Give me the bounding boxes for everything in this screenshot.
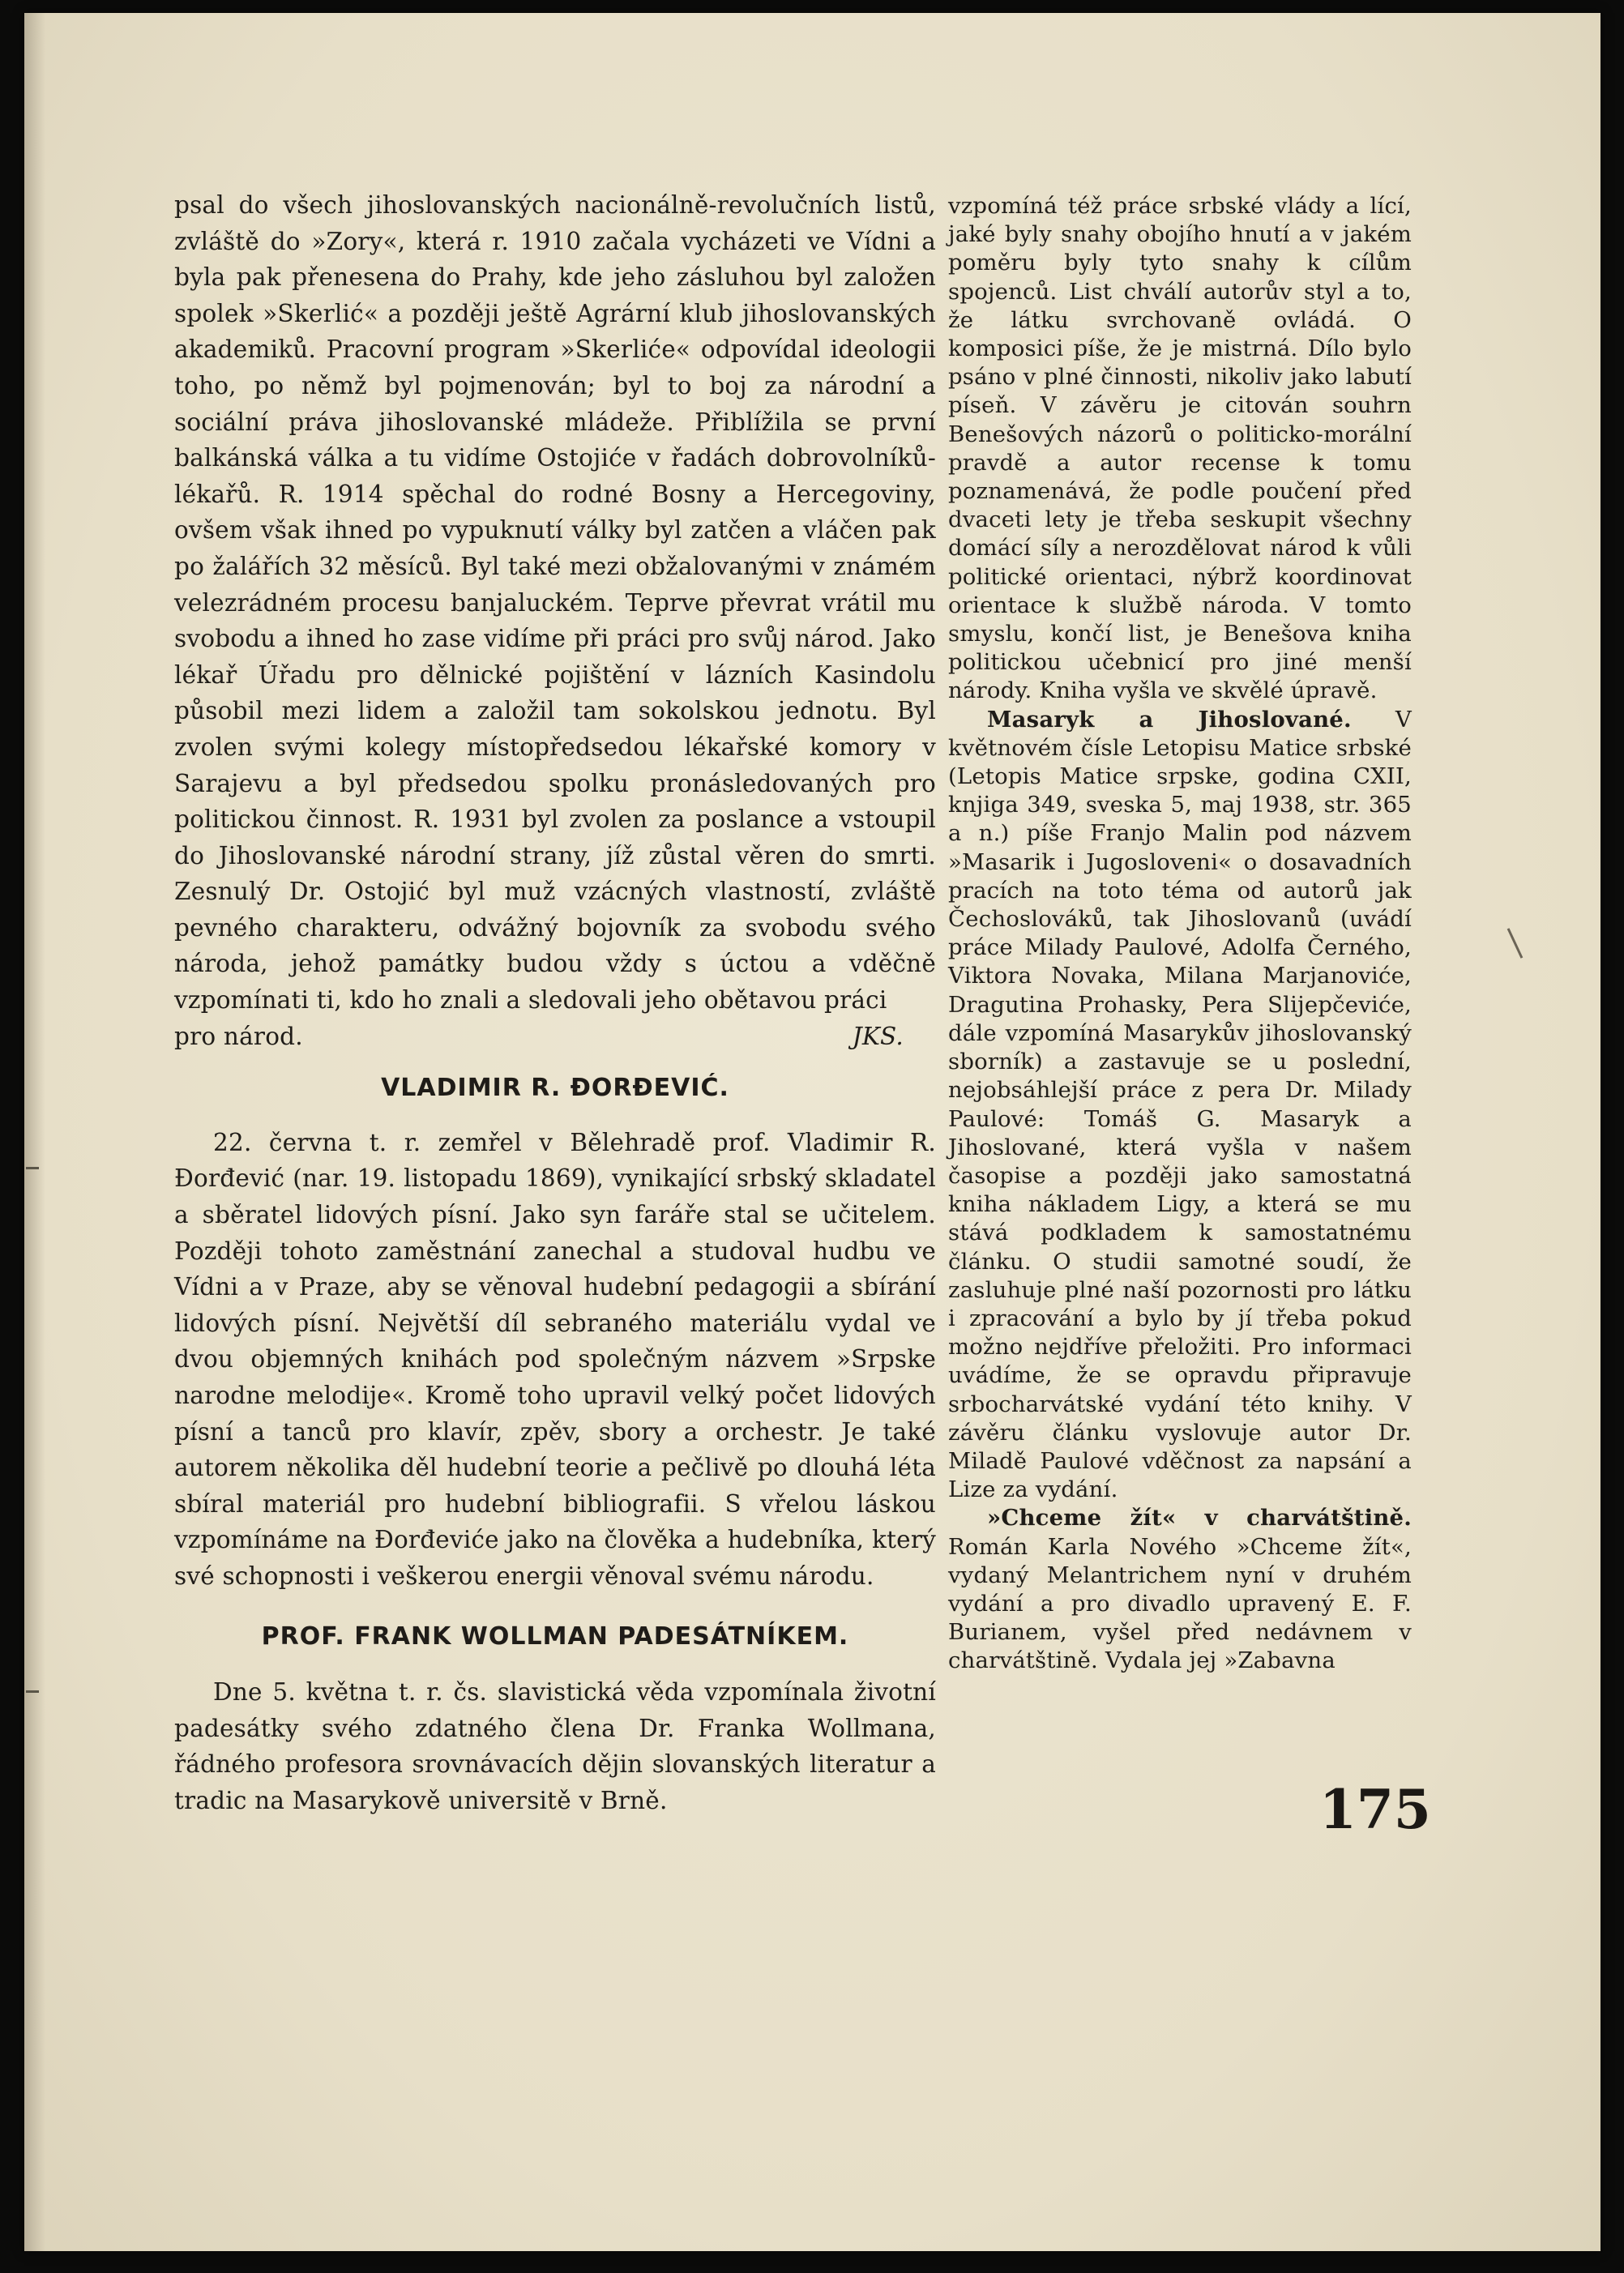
review-continuation-text: vzpomíná též práce srbské vlády a lící, jaké byly snahy obojího hnutí a v jakém poměru byly tyto snahy k cílům spojenců. List chválí autorův styl a to, že látku svrchovaně ovládá. O komposici píše, že je mistrná. Dílo bylo psáno v plné činnosti, nikoliv jako labutí píseň. V závěru je citován souhrn Benešových názorů o politicko-morální pravdě a autor recense k tomu poznamenává, že podle poučení před dvaceti lety je třeba seskupit všechny domácí síly a nerozdělovat národ k vůli politické orientaci, nýbrž koordinovat orientace k službě národa. V tomto smyslu, končí list, je Benešova kniha politickou učebnicí pro jiné menší národy. Kniha vyšla ve skvělé úpravě. — [948, 193, 1412, 704]
chceme-zit-title: »Chceme žít« v charvátštině. — [987, 1505, 1412, 1532]
obituary-closing-text: pro národ. — [174, 1022, 303, 1050]
left-column — [174, 187, 936, 1819]
stray-ink-mark — [1507, 928, 1524, 959]
crop-mark — [26, 1690, 39, 1693]
masaryk-article-paragraph — [948, 706, 1412, 1505]
wollman-anniversary-text: Dne 5. května t. r. čs. slavistická věda vzpomínala životní padesátky svého zdatného člena Dr. Franka Wollmana, řádného profesora srovnávacích dějin slovanských literatur a tradic na Masarykově universitě v Brně. — [174, 1678, 936, 1814]
right-column — [948, 192, 1412, 1676]
crop-mark — [26, 1167, 39, 1169]
book-page — [24, 13, 1600, 2251]
obituary-closing-line — [174, 1019, 936, 1055]
section-heading-wollman: PROF. FRANK WOLLMAN PADESÁTNÍKEM. — [261, 1621, 849, 1651]
page-gutter-shadow — [24, 13, 45, 2251]
obituary-ostojic-text: psal do všech jihoslovanských nacionálně-revolučních listů, zvláště do »Zory«, která r. 1910 začala vycházeti ve Vídni a byla pak přenesena do Prahy, kde jeho zásluhou byl založen spolek »Skerlić« a později ještě Agrární klub jihoslovanských akademiků. Pracovní program »Skerliće« odpovídal ideologii toho, po němž byl pojmenován; byl to boj za národní a sociální práva jihoslovanské mládeže. Přiblížila se první balkánská válka a tu vidíme Ostojiće v řadách dobrovolníků-lékařů. R. 1914 spěchal do rodné Bosny a Hercegoviny, ovšem však ihned po vypuknutí války byl zatčen a vláčen pak po žalářích 32 měsíců. Byl také mezi obžalovanými v známém velezrádném procesu banjaluckém. Teprve převrat vrátil mu svobodu a ihned ho zase vidíme při práci pro svůj národ. Jako lékař Úřadu pro dělnické pojištění v lázních Kasindolu působil mezi lidem a založil tam sokolskou jednotu. Byl zvolen svými kolegy místopředsedou lékařské komory v Sarajevu a byl předsedou spolku pronásledovaných pro politickou činnost. R. 1931 byl zvolen za poslance a vstoupil do Jihoslovanské národní strany, jíž zůstal věren do smrti. Zesnulý Dr. Ostojić byl muž vzácných vlastností, zvláště pevného charakteru, odvážný bojovník za svobodu svého národa, jehož památky budou vždy s úctou a vděčně vzpomínati ti, kdo ho znali a sledovali jeho obětavou práci — [174, 191, 936, 1015]
author-signature: JKS. — [852, 1022, 904, 1050]
chceme-zit-paragraph — [948, 1504, 1412, 1675]
chceme-zit-body: Román Karla Nového »Chceme žít«, vydaný Melantrichem nyní v druhém vydání a pro divadlo upravený E. F. Burianem, vyšel před nedávnem v charvátštině. Vydala jej »Zabavna — [948, 1533, 1412, 1674]
obituary-dordevic-text: 22. června t. r. zemřel v Bělehradě prof. Vladimir R. Đorđević (nar. 19. listopadu 1869), vynikající srbský skladatel a sběratel lidových písní. Jako syn faráře stal se učitelem. Později tohoto zaměstnání zanechal a studoval hudbu ve Vídni a v Praze, aby se věnoval hudební pedagogii a sbírání lidových písní. Největší díl sebraného materiálu vydal ve dvou objemných knihách pod společným názvem »Srpske narodne melodije«. Kromě toho upravil velký počet lidových písní a tanců pro klavír, zpěv, sbory a orchestr. Je také autorem několika děl hudební teorie a pečlivě po dlouhá léta sbíral materiál pro hudební bibliografii. S vřelou láskou vzpomínáme na Đorđeviće jako na člověka a hudebníka, který své schopnosti i veškerou energii věnoval svému národu. — [174, 1128, 936, 1590]
masaryk-article-body: V květnovém čísle Letopisu Matice srbské (Letopis Matice srpske, godina CXII, knjiga 349, sveska 5, maj 1938, str. 365 a n.) píše Franjo Malin pod názvem »Masarik i Jugosloveni« o dosavadních pracích na toto téma od autorů jak Čechoslováků, tak Jihoslovanů (uvádí práce Milady Paulové, Adolfa Černého, Viktora Novaka, Milana Marjanoviće, Dragutina Prohasky, Pera Slijepčeviće, dále vzpomíná Masarykův jihoslovanský sborník) a zastavuje se u poslední, nejobsáhlejší práce z pera Dr. Milady Paulové: Tomáš G. Masaryk a Jihoslované, která vyšla v našem časopise a později jako samostatná kniha nákladem Ligy, a která se mu stává podkladem k samostatnému článku. O studii samotné soudí, že zasluhuje plné naší pozornosti pro látku i zpracování a bylo by jí třeba pokud možno nejdříve přeložiti. Pro informaci uvádíme, že se opravdu připravuje srbocharvátské vydání této knihy. V závěru článku vyslovuje autor Dr. Miladě Paulové vděčnost za napsání a Lize za vydání. — [948, 706, 1412, 1503]
page-number: 175 — [1319, 1778, 1431, 1841]
masaryk-article-title: Masaryk a Jihoslované. — [987, 706, 1352, 733]
section-heading-dordevic: VLADIMIR R. ĐORĐEVIĆ. — [381, 1074, 729, 1103]
